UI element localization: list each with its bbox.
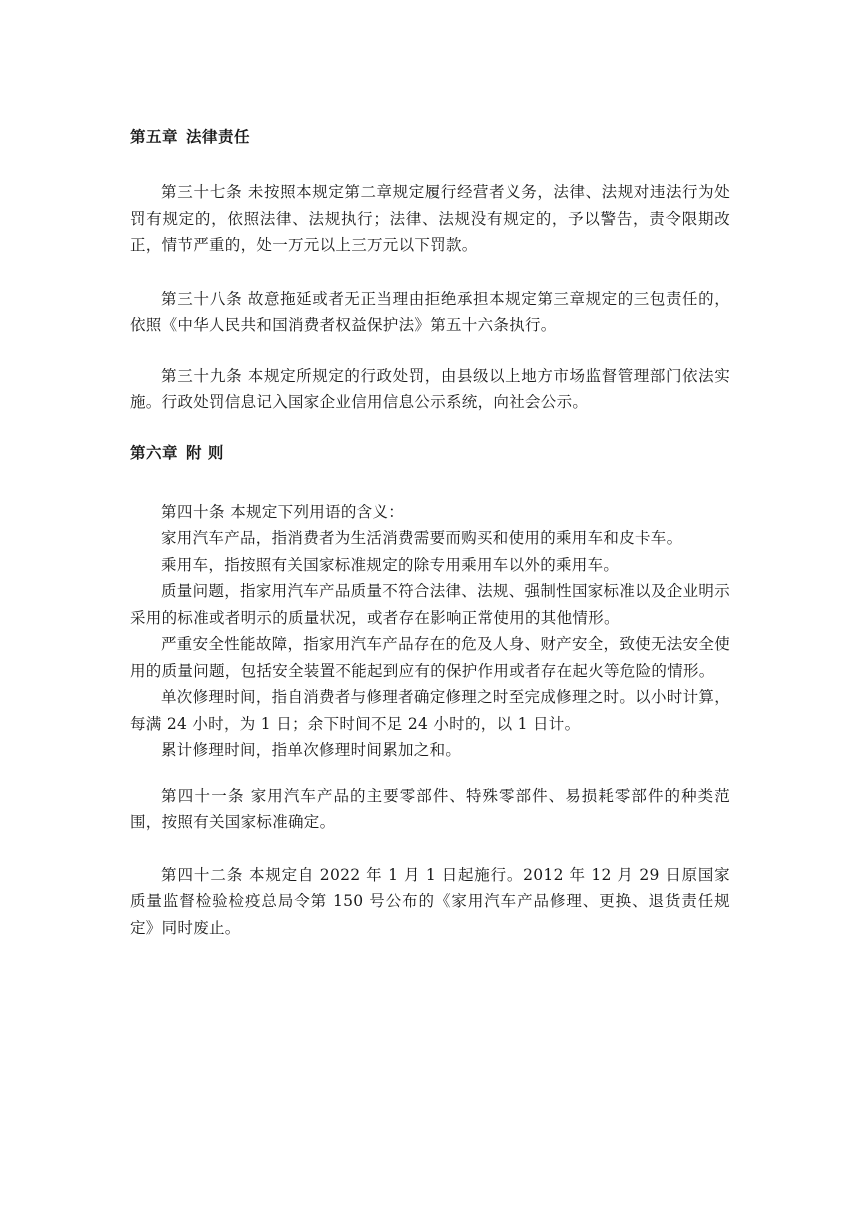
chapter-6-heading bbox=[130, 442, 730, 464]
chapter-6-title: 附 则 bbox=[186, 443, 224, 462]
article-41-label: 第四十一条 bbox=[161, 786, 245, 805]
article-37-label: 第三十七条 bbox=[161, 183, 243, 201]
chapter-6-number: 第六章 bbox=[130, 443, 179, 462]
article-37 bbox=[130, 179, 730, 259]
definition-household-vehicle: 家用汽车产品，指消费者为生活消费需要而购买和使用的乘用车和皮卡车。 bbox=[161, 529, 683, 547]
article-40-body: 本规定下列用语的含义： bbox=[230, 502, 405, 521]
article-42-label: 第四十二条 bbox=[161, 865, 244, 884]
article-37-body: 未按照本规定第二章规定履行经营者义务，法律、法规对违法行为处罚有规定的，依照法律、法规执行；法律、法规没有规定的，予以警告，责令限期改正，情节严重的，处一万元以上三万元以下罚款。 bbox=[130, 183, 730, 254]
article-40 bbox=[130, 499, 730, 526]
chapter-5-title: 法律责任 bbox=[186, 128, 251, 146]
definition-passenger-car: 乘用车，指按照有关国家标准规定的除专用乘用车以外的乘用车。 bbox=[161, 555, 620, 574]
document-page bbox=[130, 126, 730, 941]
definition-single-repair-time: 单次修理时间，指自消费者与修理者确定修理之时至完成修理之时。以小时计算，每满 24 小时，为 1 日；余下时间不足 24 小时的，以 1 日计。 bbox=[130, 688, 730, 733]
article-42 bbox=[130, 862, 730, 942]
chapter-5-number: 第五章 bbox=[130, 128, 179, 146]
article-38-label: 第三十八条 bbox=[161, 289, 243, 308]
article-39-body: 本规定所规定的行政处罚，由县级以上地方市场监督管理部门依法实施。行政处罚信息记入国家企业信用信息公示系统，向社会公示。 bbox=[130, 366, 730, 411]
article-40-label: 第四十条 bbox=[161, 502, 226, 521]
definition-quality-problem: 质量问题，指家用汽车产品质量不符合法律、法规、强制性国家标准以及企业明示采用的标准或者明示的质量状况，或者存在影响正常使用的其他情形。 bbox=[130, 582, 730, 627]
article-38 bbox=[130, 286, 730, 339]
article-39 bbox=[130, 363, 730, 416]
article-41-body: 家用汽车产品的主要零部件、特殊零部件、易损耗零部件的种类范围，按照有关国家标准确定。 bbox=[130, 786, 730, 831]
article-39-label: 第三十九条 bbox=[161, 366, 243, 385]
definition-serious-safety-fault: 严重安全性能故障，指家用汽车产品存在的危及人身、财产安全，致使无法安全使用的质量问题，包括安全装置不能起到应有的保护作用或者存在起火等危险的情形。 bbox=[130, 635, 730, 680]
chapter-5-heading bbox=[130, 126, 730, 148]
article-42-body: 本规定自 2022 年 1 月 1 日起施行。2012 年 12 月 29 日原国家质量监督检验检疫总局令第 150 号公布的《家用汽车产品修理、更换、退货责任规定》同时废止。 bbox=[130, 865, 730, 937]
article-38-body: 故意拖延或者无正当理由拒绝承担本规定第三章规定的三包责任的，依照《中华人民共和国消费者权益保护法》第五十六条执行。 bbox=[130, 289, 730, 334]
article-41 bbox=[130, 783, 730, 836]
definition-cumulative-repair-time: 累计修理时间，指单次修理时间累加之和。 bbox=[161, 741, 462, 759]
